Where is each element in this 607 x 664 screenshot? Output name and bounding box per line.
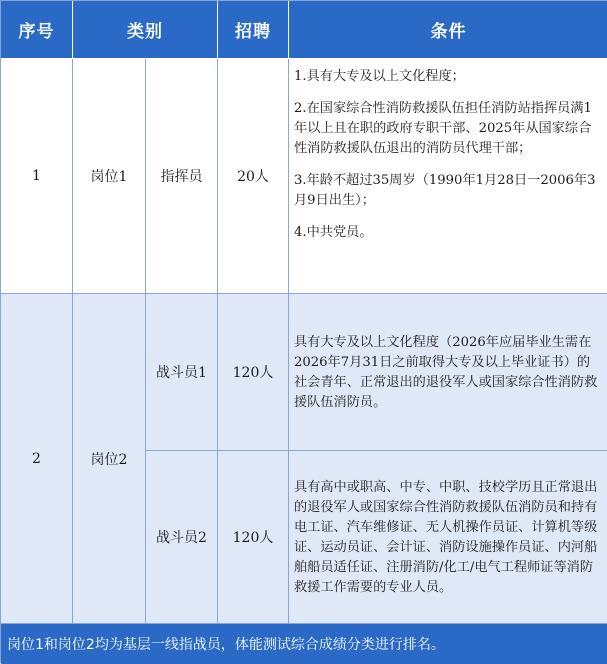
- row2b-role: 战斗员2: [146, 451, 218, 624]
- header-seq: 序号: [1, 1, 73, 59]
- header-recruit: 招聘: [218, 1, 289, 59]
- row1-condition-1: 1.具有大专及以上文化程度；: [294, 69, 465, 84]
- header-category: 类别: [73, 1, 218, 59]
- row2-seq: 2: [1, 294, 73, 624]
- row1-condition-2: 2.在国家综合性消防救援队伍担任消防站指挥员满1年以上且在职的政府专职干部、2025年从国家综合性消防救援队伍退出的消防员代理干部；: [294, 101, 592, 156]
- row2a-condition: 具有大专及以上文化程度（2026年应届毕业生需在2026年7月31日之前取得大专及以上毕业证书）的社会青年、正常退出的退役军人或国家综合性消防救援队伍消防员。: [294, 335, 598, 410]
- row1-count: 20人: [218, 59, 289, 294]
- row1-post: 岗位1: [73, 59, 146, 294]
- row2b-conditions: [289, 451, 607, 624]
- row1-condition-3: 3.年龄不超过35周岁（1990年1月28日一2006年3月9日出生）；: [294, 173, 596, 208]
- row1-conditions: [289, 59, 607, 294]
- row2-post: 岗位2: [73, 294, 146, 624]
- row2b-condition: 具有高中或职高、中专、中职、技校学历且正常退出的退役军人或国家综合性消防救援队伍消防员和持有电工证、汽车维修证、无人机操作员证、计算机等级证、运动员证、会计证、消防设施操作员证、内河船舶船员适任证、注册消防/化工/电气工程师证等消防救援工作需要的专业人员。: [294, 480, 598, 595]
- row2a-count: 120人: [218, 294, 289, 451]
- row1-role: 指挥员: [146, 59, 218, 294]
- header-conditions: 条件: [289, 1, 607, 59]
- row1-seq: 1: [1, 59, 73, 294]
- row1-condition-4: 4.中共党员。: [294, 225, 373, 240]
- row2a-role: 战斗员1: [146, 294, 218, 451]
- row2a-conditions: [289, 294, 607, 451]
- footer-note: 岗位1和岗位2均为基层一线指战员，体能测试综合成绩分类进行排名。: [1, 624, 607, 664]
- row2b-count: 120人: [218, 451, 289, 624]
